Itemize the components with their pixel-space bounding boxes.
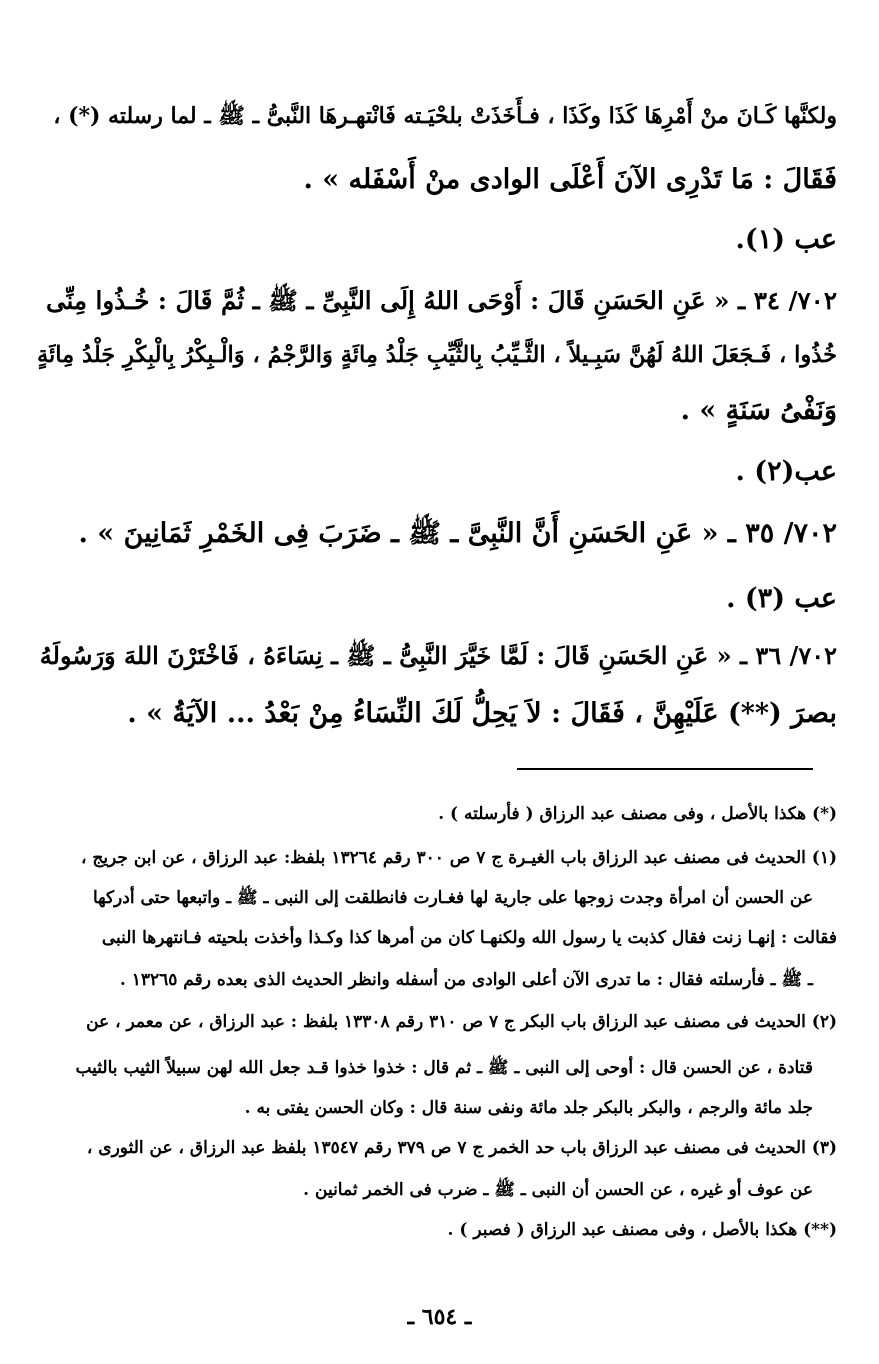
footnote-line: (*) هكذا بالأصل ، وفى مصنف عبد الرزاق ( فأرسلته ) . <box>438 804 837 824</box>
footnote-divider <box>517 768 813 770</box>
source-reference: عب (٣) . <box>726 583 837 614</box>
footnote-line: (٣) الحديث فى مصنف عبد الرزاق باب حد الخمر ج ٧ ص ٣٧٩ رقم ١٣٥٤٧ بلفظ عبد الرزاق ، عن الثورى ، <box>86 1138 837 1158</box>
hadith-34-line: خُذُوا ، فَـجَعَلَ اللهُ لَهُنَّ سَبِـيلاً ، الثَّـيِّبُ بِالثَّيِّبِ جَلْدُ مِائَةٍ وَالرَّجْمُ ، وَالْـبِكْرُ بِالْبِكْرِ جَلْدُ مِائَةٍ <box>36 342 837 368</box>
footnote-line: (١) الحديث فى مصنف عبد الرزاق باب الغيـرة ج ٧ ص ٣٠٠ رقم ١٣٢٦٤ بلفظ: عبد الرزاق ، عن ابن جريج ، <box>80 848 837 868</box>
footnote-line: عن عوف أو غيره ، عن الحسن أن النبى ـ ﷺ ـ ضرب فى الخمر ثمانين . <box>303 1180 813 1200</box>
page-number: ـ ٦٥٤ ـ <box>407 1304 472 1330</box>
footnote-line: عن الحسن أن امرأة وجدت زوجها على جارية لها فغـارت فانطلقت إلى النبى ـ ﷺ ـ واتبعها حتى أدركها <box>92 888 813 908</box>
source-reference: عب(٢) . <box>735 456 837 487</box>
hadith-34-line: وَنَفْىُ سَنَةٍ » . <box>680 395 837 426</box>
footnote-line: قتادة ، عن الحسن قال : أوحى إلى النبى ـ ﷺ ـ ثم قال : خذوا خذوا قـد جعل الله لهن سبيلاً الثيب بالثيب <box>75 1058 813 1078</box>
hadith-34-line: ٧٠٢/ ٣٤ ـ « عَنِ الحَسَنِ قَالَ : أَوْحَى اللهُ إِلَى النَّبِىِّ ـ ﷺ ـ ثُمَّ قَالَ : خُـذُوا مِنِّى <box>46 286 837 315</box>
footnote-line: (**) هكذا بالأصل ، وفى مصنف عبد الرزاق ( فصبر ) . <box>447 1220 837 1240</box>
footnote-line: (٢) الحديث فى مصنف عبد الرزاق باب البكر ج ٧ ص ٣١٠ رقم ١٣٣٠٨ بلفظ : عبد الرزاق ، عن معمر ، عن <box>86 1012 837 1032</box>
footnote-line: جلد مائة والرجم ، والبكر بالبكر جلد مائة ونفى سنة قال : وكان الحسن يفتى به . <box>244 1098 813 1118</box>
footnote-line: ـ ﷺ ـ فأرسلته فقال : ما تدرى الآن أعلى الوادى من أسفله وانظر الحديث الذى بعده رقم ١٣٢٦٥ . <box>119 970 813 990</box>
hadith-36-line: بصرَ (**) عَلَيْهِنَّ ، فَقَالَ : لاَ يَحِلُّ لَكَ النِّسَاءُ مِنْ بَعْدُ ... الآيَةُ » . <box>127 698 837 729</box>
main-text-line: ولكنَّها كَـانَ منْ أَمْرِهَا كَذَا وكَذَا ، فـأَخَذَتْ بلحْيَـته فَانْتهـرهَا النَّبىُّ ـ ﷺ ـ لما رسلته (*) ، <box>53 103 837 129</box>
footnote-line: فقالت : إنهـا زنت فقال كذبت يا رسول الله ولكنهـا كان من أمرها كذا وكـذا وأخذت بلحيته فـانتهرها النبى <box>101 928 837 948</box>
source-reference: عب (١). <box>735 224 837 255</box>
main-text-line: فَقَالَ : مَا تَدْرِى الآنَ أَعْلَى الوادى منْ أَسْفَله » . <box>303 164 837 195</box>
hadith-36-line: ٧٠٢/ ٣٦ ـ « عَنِ الحَسَنِ قَالَ : لَمَّا خَيَّرَ النَّبِىُّ ـ ﷺ ـ نِسَاءَهُ ، فَاخْتَرْنَ اللهَ وَرَسُولَهُ <box>39 641 837 670</box>
hadith-35-line: ٧٠٢/ ٣٥ ـ « عَنِ الحَسَنِ أَنَّ النَّبِىَّ ـ ﷺ ـ ضَرَبَ فِى الخَمْرِ ثَمَانِينَ » . <box>78 518 837 549</box>
